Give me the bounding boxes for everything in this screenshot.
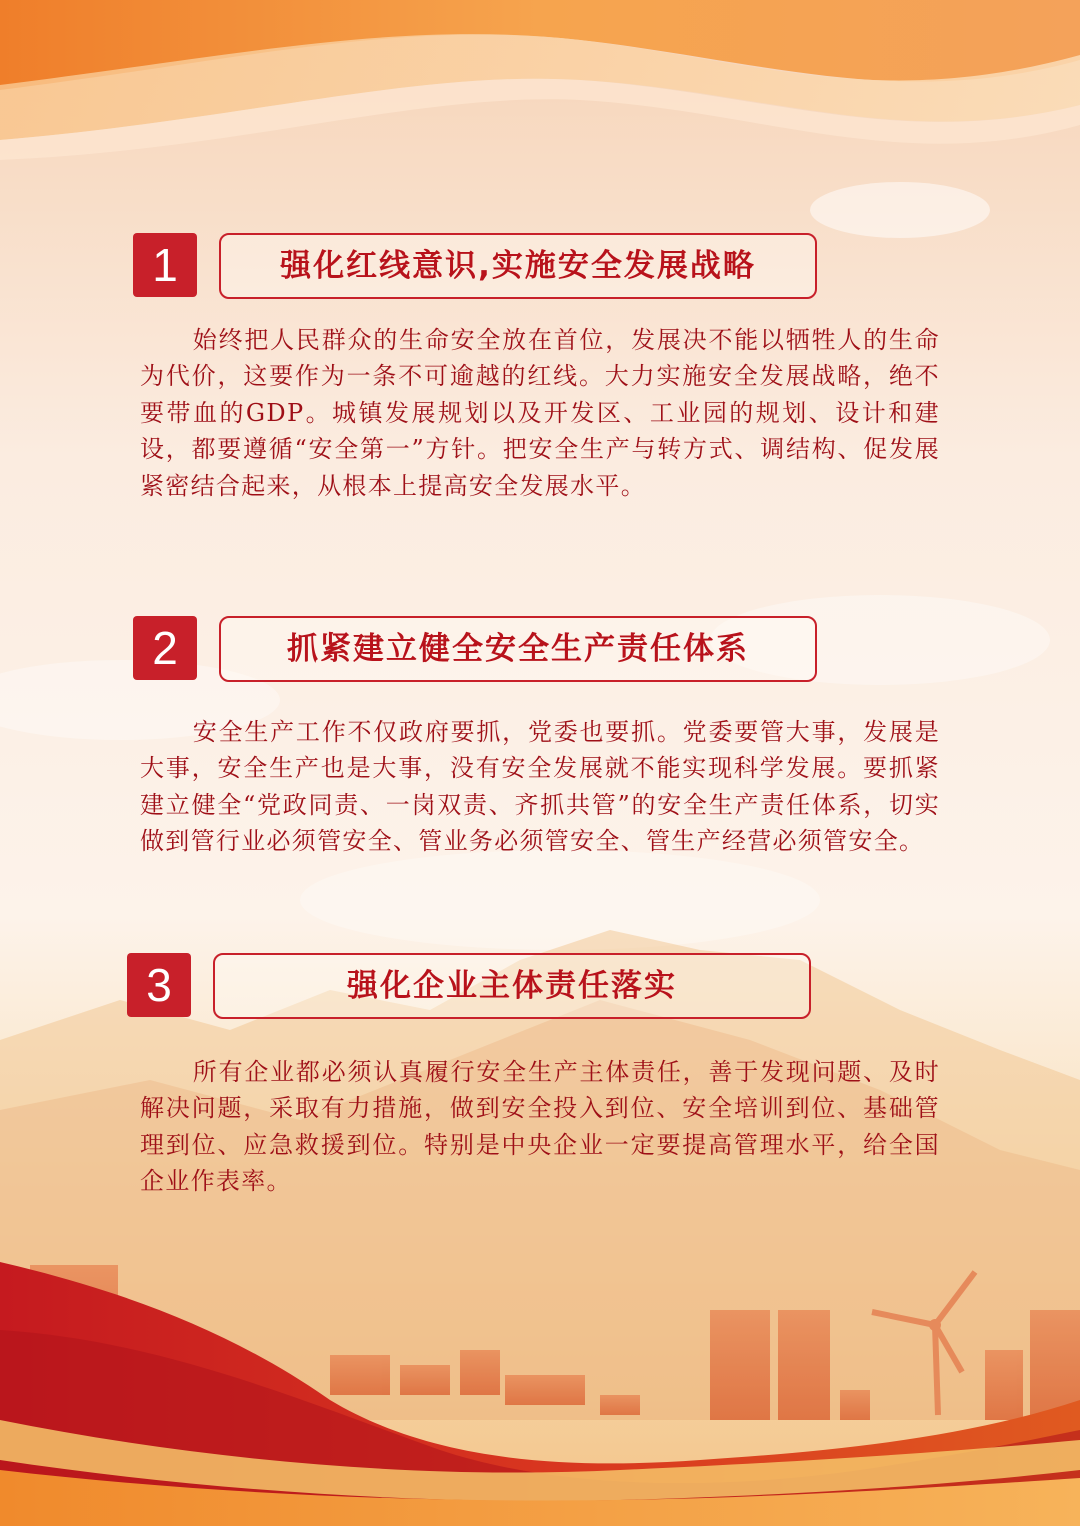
section-1-header — [133, 233, 817, 299]
section-body: 安全生产工作不仅政府要抓，党委也要抓。党委要管大事，发展是大事，安全生产也是大事，没有安全发展就不能实现科学发展。要抓紧建立健全“党政同责、一岗双责、齐抓共管”的安全生产责任体系，切实做到管行业必须管安全、管业务必须管安全、管生产经营必须管安全。 — [140, 718, 940, 856]
section-number-badge: 3 — [127, 953, 191, 1017]
section-body: 始终把人民群众的生命安全放在首位，发展决不能以牺牲人的生命为代价，这要作为一条不可逾越的红线。大力实施安全发展战略，绝不要带血的GDP。城镇发展规划以及开发区、工业园的规划、设计和建设，都要遵循“安全第一”方针。把安全生产与转方式、调结构、促发展紧密结合起来，从根本上提高安全发展水平。 — [140, 326, 940, 500]
section-title: 抓紧建立健全安全生产责任体系 — [219, 616, 817, 682]
section-title: 强化企业主体责任落实 — [213, 953, 811, 1019]
section-number-badge: 2 — [133, 616, 197, 680]
section-title: 强化红线意识,实施安全发展战略 — [219, 233, 817, 299]
section-number-badge: 1 — [133, 233, 197, 297]
section-3-header — [127, 953, 811, 1019]
section-2-header — [133, 616, 817, 682]
section-body: 所有企业都必须认真履行安全生产主体责任，善于发现问题、及时解决问题，采取有力措施，做到安全投入到位、安全培训到位、基础管理到位、应急救援到位。特别是中央企业一定要提高管理水平，给全国企业作表率。 — [140, 1058, 940, 1196]
